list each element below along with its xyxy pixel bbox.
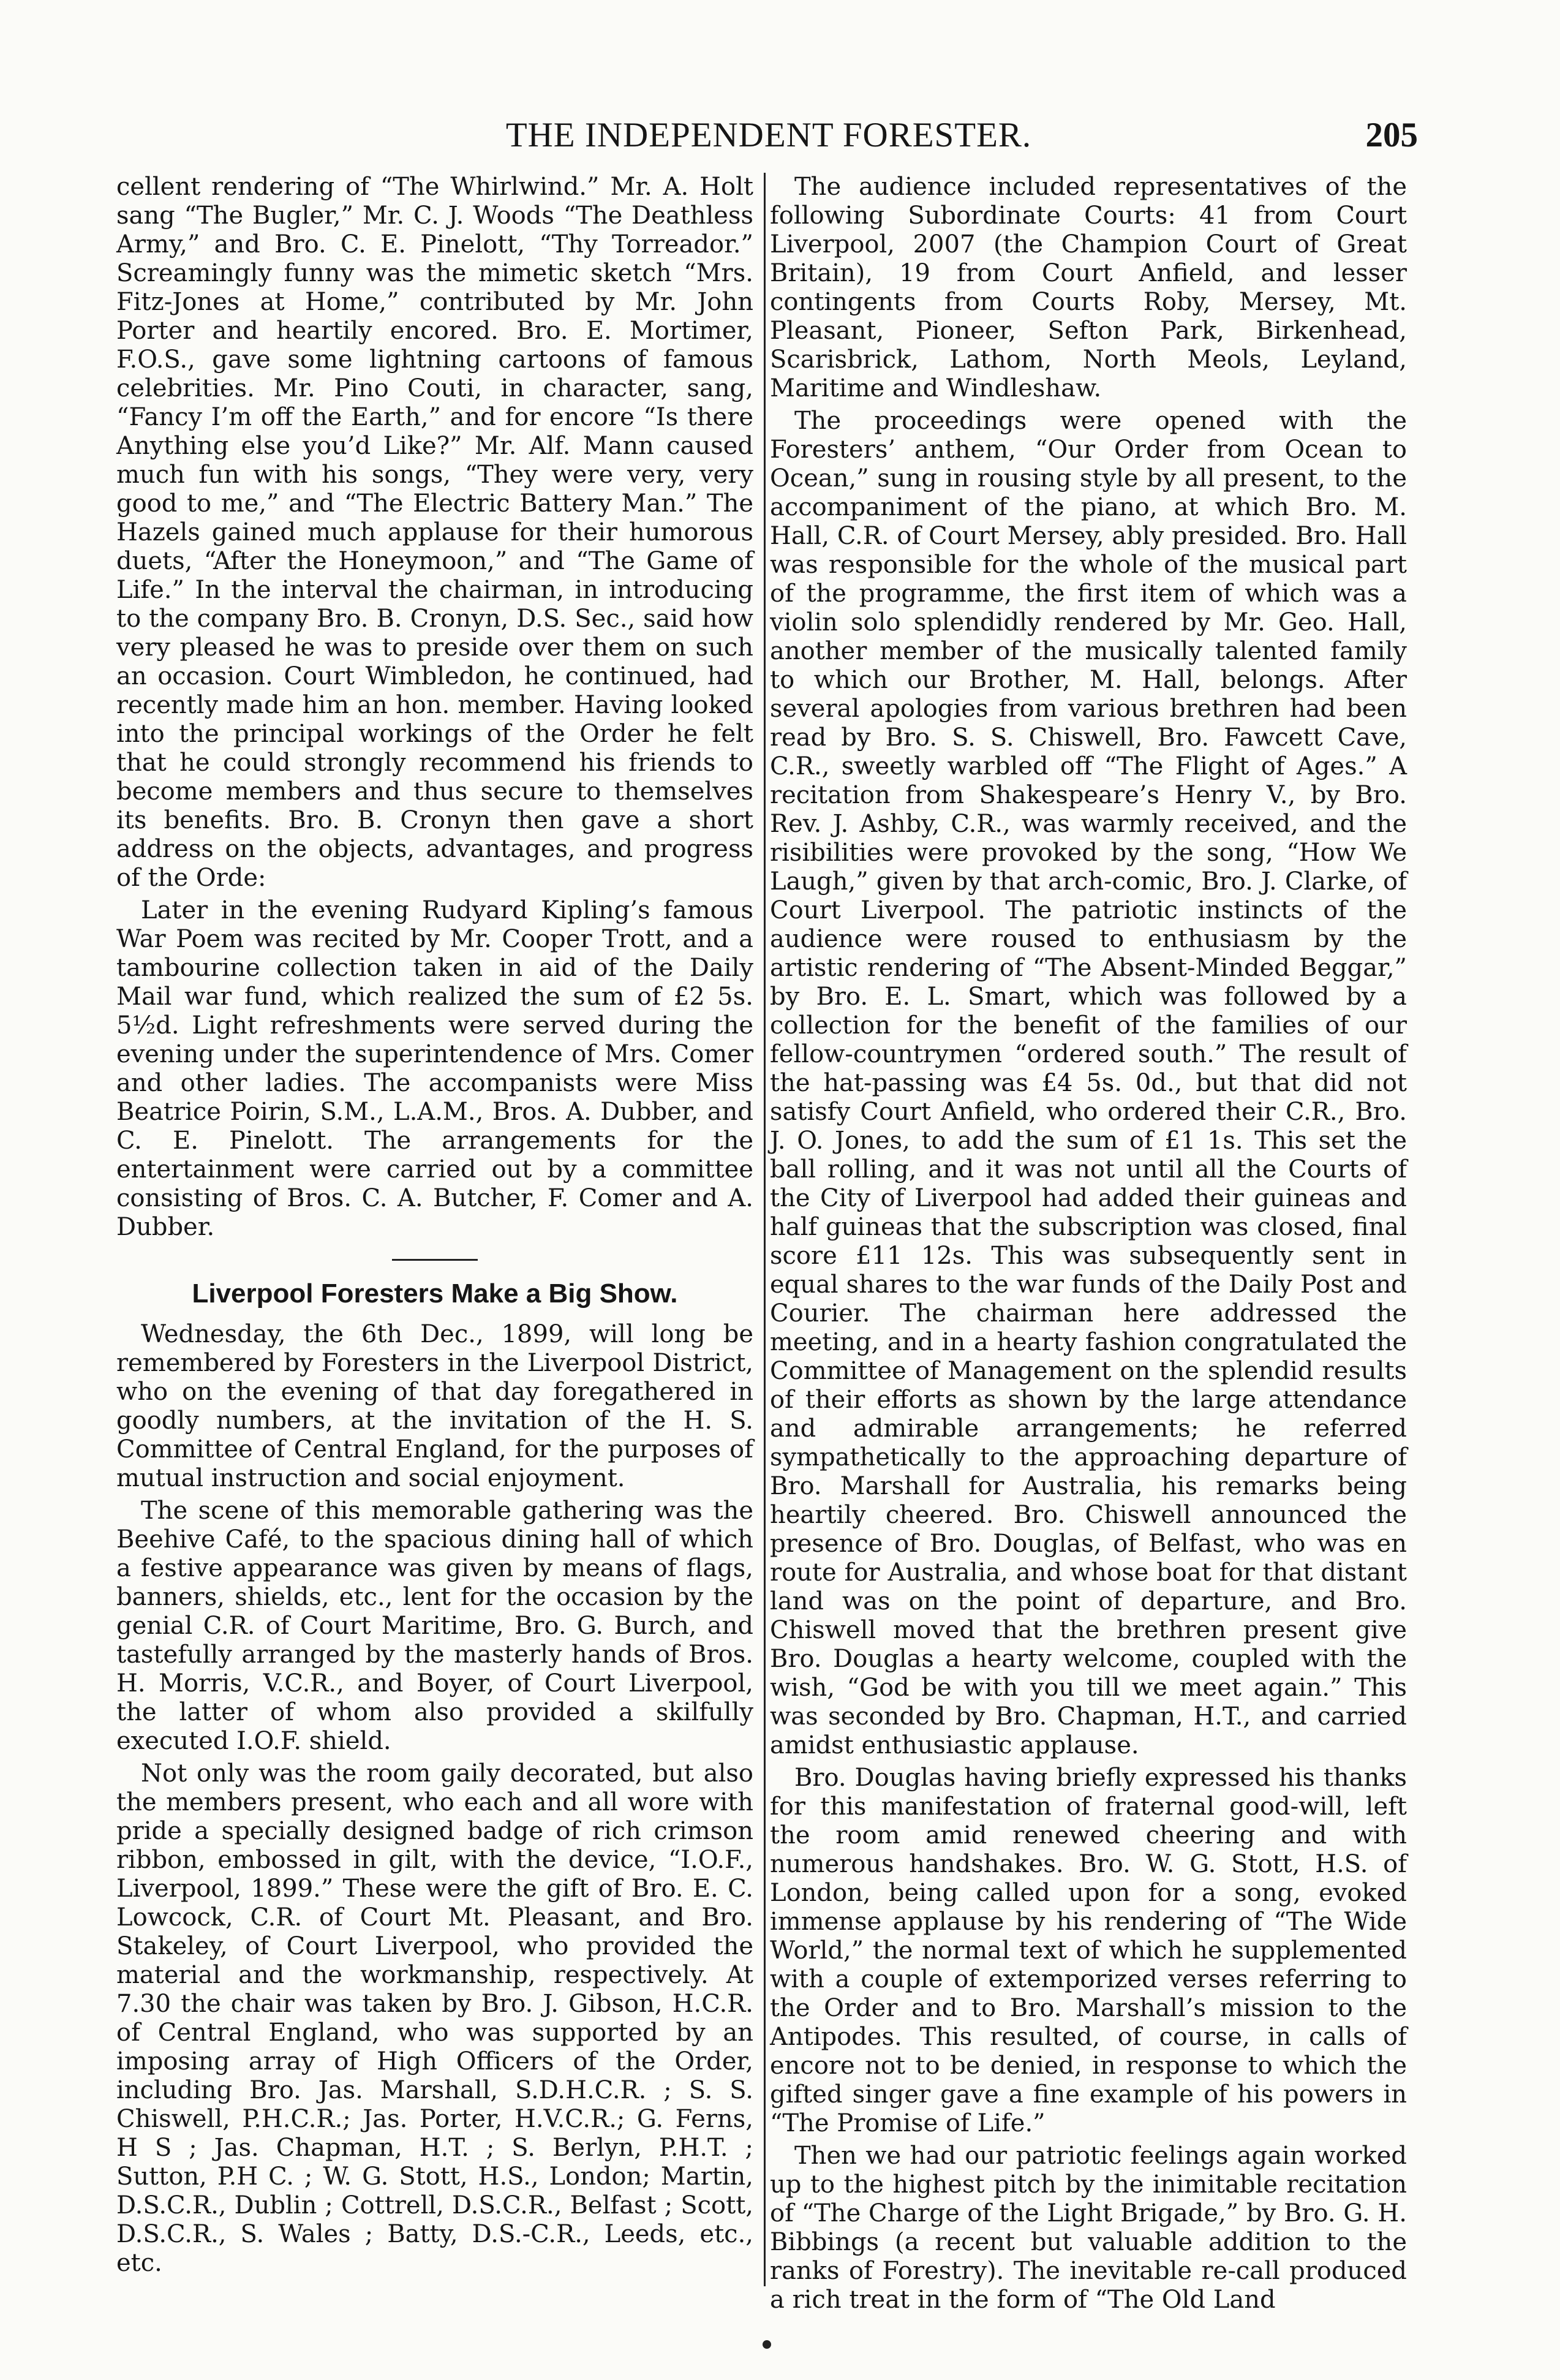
left-paragraph-5: Not only was the room gaily decorated, but also the members present, who each and all wore with pride a specially designed badge of rich crimson ribbon, embossed in gilt, with the device, “I.O.F., Liverpool, 1899.” These were the gift of Bro. E. C. Lowcock, C.R. of Court Mt. Pleasant, and Bro. Stakeley, of Court Liverpool, who provided the material and the workmanship, respectively. At 7.30 the chair was taken by Bro. J. Gibson, H.C.R. of Central England, who was supported by an imposing array of High Officers of the Order, including Bro. Jas. Marshall, S.D.H.C.R. ; S. S. Chiswell, P.H.C.R.; Jas. Porter, H.V.C.R.; G. Ferns, H S ; Jas. Chapman, H.T. ; S. Berlyn, P.H.T. ; Sutton, P.H C. ; W. G. Stott, H.S., London; Martin, D.S.C.R., Dublin ; Cottrell, D.S.C.R., Belfast ; Scott, D.S.C.R., S. Wales ; Batty, D.S.-C.R., Leeds, etc., etc. bbox=[116, 1759, 753, 2277]
left-column bbox=[116, 173, 753, 2277]
left-paragraph-3: Wednesday, the 6th Dec., 1899, will long be remembered by Foresters in the Liverpool District, who on the evening of that day foregathered in goodly numbers, at the invitation of the H. S. Committee of Central England, for the purposes of mutual instruction and social enjoyment. bbox=[116, 1320, 753, 1492]
section-divider bbox=[392, 1259, 478, 1261]
footer-dot bbox=[763, 2340, 771, 2349]
running-head bbox=[119, 115, 1418, 158]
right-column bbox=[770, 173, 1407, 2314]
left-paragraph-1: cellent rendering of “The Whirlwind.” Mr. A. Holt sang “The Bugler,” Mr. C. J. Woods “The Deathless Army,” and Bro. C. E. Pinelott, “Thy Torreador.” Screamingly funny was the mimetic sketch “Mrs. Fitz-Jones at Home,” contributed by Mr. John Porter and heartily encored. Bro. E. Mortimer, F.O.S., gave some lightning cartoons of famous celebrities. Mr. Pino Couti, in character, sang, “Fancy I’m off the Earth,” and for encore “Is there Anything else you’d Like?” Mr. Alf. Mann caused much fun with his songs, “They were very, very good to me,” and “The Electric Battery Man.” The Hazels gained much applause for their humorous duets, “After the Honeymoon,” and “The Game of Life.” In the interval the chairman, in introducing to the company Bro. B. Cronyn, D.S. Sec., said how very pleased he was to preside over them on such an occasion. Court Wimbledon, he continued, had recently made him an hon. member. Having looked into the principal workings of the Order he felt that he could strongly recommend his friends to become members and thus secure to themselves its benefits. Bro. B. Cronyn then gave a short address on the objects, advantages, and progress of the Orde: bbox=[116, 173, 753, 892]
article-heading: Liverpool Foresters Make a Big Show. bbox=[192, 1279, 678, 1309]
running-title: THE INDEPENDENT FORESTER. bbox=[505, 116, 1032, 154]
right-paragraph-1: The audience included representatives of the following Subordinate Courts: 41 from Court Liverpool, 2007 (the Champion Court of Great Britain), 19 from Court Anfield, and lesser contingents from Courts Roby, Mersey, Mt. Pleasant, Pioneer, Sefton Park, Birkenhead, Scarisbrick, Lathom, North Meols, Leyland, Maritime and Windleshaw. bbox=[770, 173, 1407, 402]
page-number: 205 bbox=[1365, 116, 1418, 154]
column-rule bbox=[764, 173, 766, 2286]
right-paragraph-2: The proceedings were opened with the Foresters’ anthem, “Our Order from Ocean to Ocean,” sung in rousing style by all present, to the accompaniment of the piano, at which Bro. M. Hall, C.R. of Court Mersey, ably presided. Bro. Hall was responsible for the whole of the musical part of the programme, the first item of which was a violin solo splendidly rendered by Mr. Geo. Hall, another member of the musically talented family to which our Brother, M. Hall, belongs. After several apologies from various brethren had been read by Bro. S. S. Chiswell, Bro. Fawcett Cave, C.R., sweetly warbled off “The Flight of Ages.” A recitation from Shakespeare’s Henry V., by Bro. Rev. J. Ashby, C.R., was warmly received, and the risibilities were provoked by the song, “How We Laugh,” given by that arch-comic, Bro. J. Clarke, of Court Liverpool. The patriotic instincts of the audience were roused to enthusiasm by the artistic rendering of “The Absent-Minded Beggar,” by Bro. E. L. Smart, which was followed by a collection for the benefit of the families of our fellow-countrymen “ordered south.” The result of the hat-passing was £4 5s. 0d., but that did not satisfy Court Anfield, who ordered their C.R., Bro. J. O. Jones, to add the sum of £1 1s. This set the ball rolling, and it was not until all the Courts of the City of Liverpool had added their guineas and half guineas that the subscription was closed, final score £11 12s. This was subsequently sent in equal shares to the war funds of the Daily Post and Courier. The chairman here addressed the meeting, and in a hearty fashion congratulated the Committee of Management on the splendid results of their efforts as shown by the large attendance and admirable arrangements; he referred sympathetically to the approaching departure of Bro. Marshall for Australia, his remarks being heartily cheered. Bro. Chiswell announced the presence of Bro. Douglas, of Belfast, who was en route for Australia, and whose boat for that distant land was on the point of departure, and Bro. Chiswell moved that the brethren present give Bro. Douglas a hearty welcome, coupled with the wish, “God be with you till we meet again.” This was seconded by Bro. Chapman, H.T., and carried amidst enthusiastic applause. bbox=[770, 407, 1407, 1759]
left-paragraph-2: Later in the evening Rudyard Kipling’s famous War Poem was recited by Mr. Cooper Trott, and a tambourine collection taken in aid of the Daily Mail war fund, which realized the sum of £2 5s. 5½d. Light refreshments were served during the evening under the superintendence of Mrs. Comer and other ladies. The accompanists were Miss Beatrice Poirin, S.M., L.A.M., Bros. A. Dubber, and C. E. Pinelott. The arrangements for the entertainment were carried out by a committee consisting of Bros. C. A. Butcher, F. Comer and A. Dubber. bbox=[116, 896, 753, 1241]
right-paragraph-3: Bro. Douglas having briefly expressed his thanks for this manifestation of fraternal good-will, left the room amid renewed cheering and with numerous handshakes. Bro. W. G. Stott, H.S. of London, being called upon for a song, evoked immense applause by his rendering of “The Wide World,” the normal text of which he supplemented with a couple of extemporized verses referring to the Order and to Bro. Marshall’s mission to the Antipodes. This resulted, of course, in calls of encore not to be denied, in response to which the gifted singer gave a fine example of his powers in “The Promise of Life.” bbox=[770, 1764, 1407, 2137]
left-paragraph-4: The scene of this memorable gathering was the Beehive Café, to the spacious dining hall of which a festive appearance was given by means of flags, banners, shields, etc., lent for the occasion by the genial C.R. of Court Maritime, Bro. G. Burch, and tastefully arranged by the masterly hands of Bros. H. Morris, V.C.R., and Boyer, of Court Liverpool, the latter of whom also provided a skilfully executed I.O.F. shield. bbox=[116, 1497, 753, 1755]
right-paragraph-4: Then we had our patriotic feelings again worked up to the highest pitch by the inimitable recitation of “The Charge of the Light Brigade,” by Bro. G. H. Bibbings (a recent but valuable addition to the ranks of Forestry). The inevitable re-call produced a rich treat in the form of “The Old Land bbox=[770, 2142, 1407, 2314]
